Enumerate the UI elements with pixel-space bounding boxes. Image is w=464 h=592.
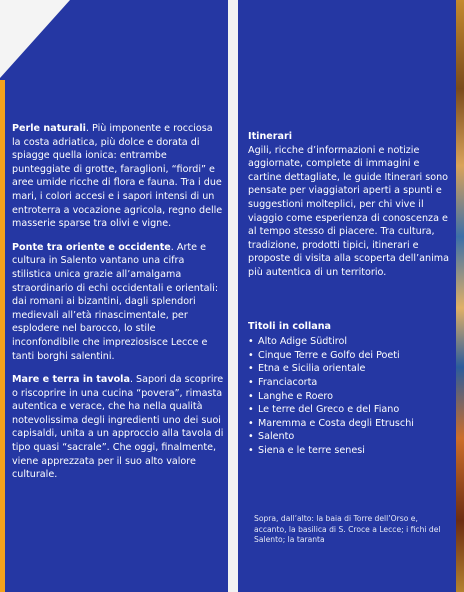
list-item-text: Siena e le terre senesi	[258, 444, 365, 456]
paragraph-mare-terra-tavola	[12, 373, 224, 482]
heading-ponte-oriente-occidente: Ponte tra oriente e occidente	[12, 241, 171, 253]
photo-edge-strip	[456, 0, 464, 592]
titles-list	[248, 335, 454, 457]
list-item	[248, 417, 454, 431]
bullet-icon: •	[248, 336, 254, 348]
list-item	[248, 362, 454, 376]
text-perle-naturali: . Più imponente e rocciosa la costa adriatica, più dolce e dorata di spiagge quella ionica: entrambe punteggiate di grotte, faraglioni, “fiordi” e aree umide ricche di flora e fauna. Tra i due mari, i colori accesi e i sapori intensi di un entroterra a vocazione agricola, regno delle masserie sparse tra olivi e vigne.	[12, 123, 223, 230]
list-item-text: Alto Adige Südtirol	[258, 336, 348, 348]
itinerari-title: Itinerari	[248, 131, 293, 142]
left-text-column	[12, 122, 224, 492]
list-item	[248, 349, 454, 363]
bullet-icon: •	[248, 363, 254, 375]
titoli-in-collana-title: Titoli in collana	[248, 320, 332, 332]
photo-caption: Sopra, dall’alto: la baia di Torre dell’Orso e, accanto, la basilica di S. Croce a Lecce; i fichi del Salento; la taranta	[254, 514, 441, 545]
list-item	[248, 376, 454, 390]
bullet-icon: •	[248, 431, 254, 443]
list-item-text: Le terre del Greco e del Fiano	[258, 404, 400, 416]
bullet-icon: •	[248, 376, 254, 388]
paragraph-perle-naturali	[12, 122, 224, 231]
itinerari-text: Agili, ricche d’informazioni e notizie aggiornate, complete di immagini e cartine dettagliate, le guide Itinerari sono pensate per viaggiatori aperti a spunti e suggestioni molteplici, per chi vive il viaggio come esperienza di conoscenza e al tempo stesso di piacere. Tra cultura, tradizione, prodotti tipici, itinerari e proposte di visita alla scoperta dell’anima più autentica di un territorio.	[248, 144, 449, 278]
right-text-column	[248, 130, 454, 457]
list-item	[248, 444, 454, 458]
bullet-icon: •	[248, 417, 254, 429]
text-mare-terra-tavola: . Sapori da scoprire o riscoprire in una cucina “povera”, rimasta autentica e verace, che ha nella qualità notevolissima degli ingredienti uno dei suoi capisaldi, unita a un approccio alla tavola di tipo quasi “sacrale”. Che oggi, finalmente, viene apprezzata per il suo alto valore culturale.	[12, 374, 224, 481]
list-item	[248, 335, 454, 349]
list-item	[248, 390, 454, 404]
list-item-text: Etna e Sicilia orientale	[258, 363, 366, 375]
white-corner-wedge	[0, 0, 228, 100]
list-item-text: Franciacorta	[258, 376, 318, 388]
bullet-icon: •	[248, 444, 254, 456]
heading-perle-naturali: Perle naturali	[12, 123, 86, 134]
paragraph-ponte-oriente-occidente	[12, 241, 224, 363]
list-item	[248, 430, 454, 444]
list-item-text: Maremma e Costa degli Etruschi	[258, 417, 414, 429]
bullet-icon: •	[248, 390, 254, 402]
bullet-icon: •	[248, 349, 254, 361]
list-item-text: Langhe e Roero	[258, 390, 333, 402]
list-item-text: Cinque Terre e Golfo dei Poeti	[258, 349, 400, 361]
list-item	[248, 403, 454, 417]
text-ponte-oriente-occidente: . Arte e cultura in Salento vantano una cifra stilistica unica grazie all’amalgama straordinario di echi occidentali e orientali: dai romani ai bizantini, dagli splendori medievali all’età rinascimentale, per esplodere nel barocco, lo stile inconfondibile che impreziosisce Lecce e tanti borghi salentini.	[12, 241, 219, 362]
heading-mare-terra-tavola: Mare e terra in tavola	[12, 374, 130, 386]
bullet-icon: •	[248, 404, 254, 416]
list-item-text: Salento	[258, 431, 295, 443]
center-divider	[228, 0, 238, 592]
left-orange-stripe	[0, 80, 5, 592]
